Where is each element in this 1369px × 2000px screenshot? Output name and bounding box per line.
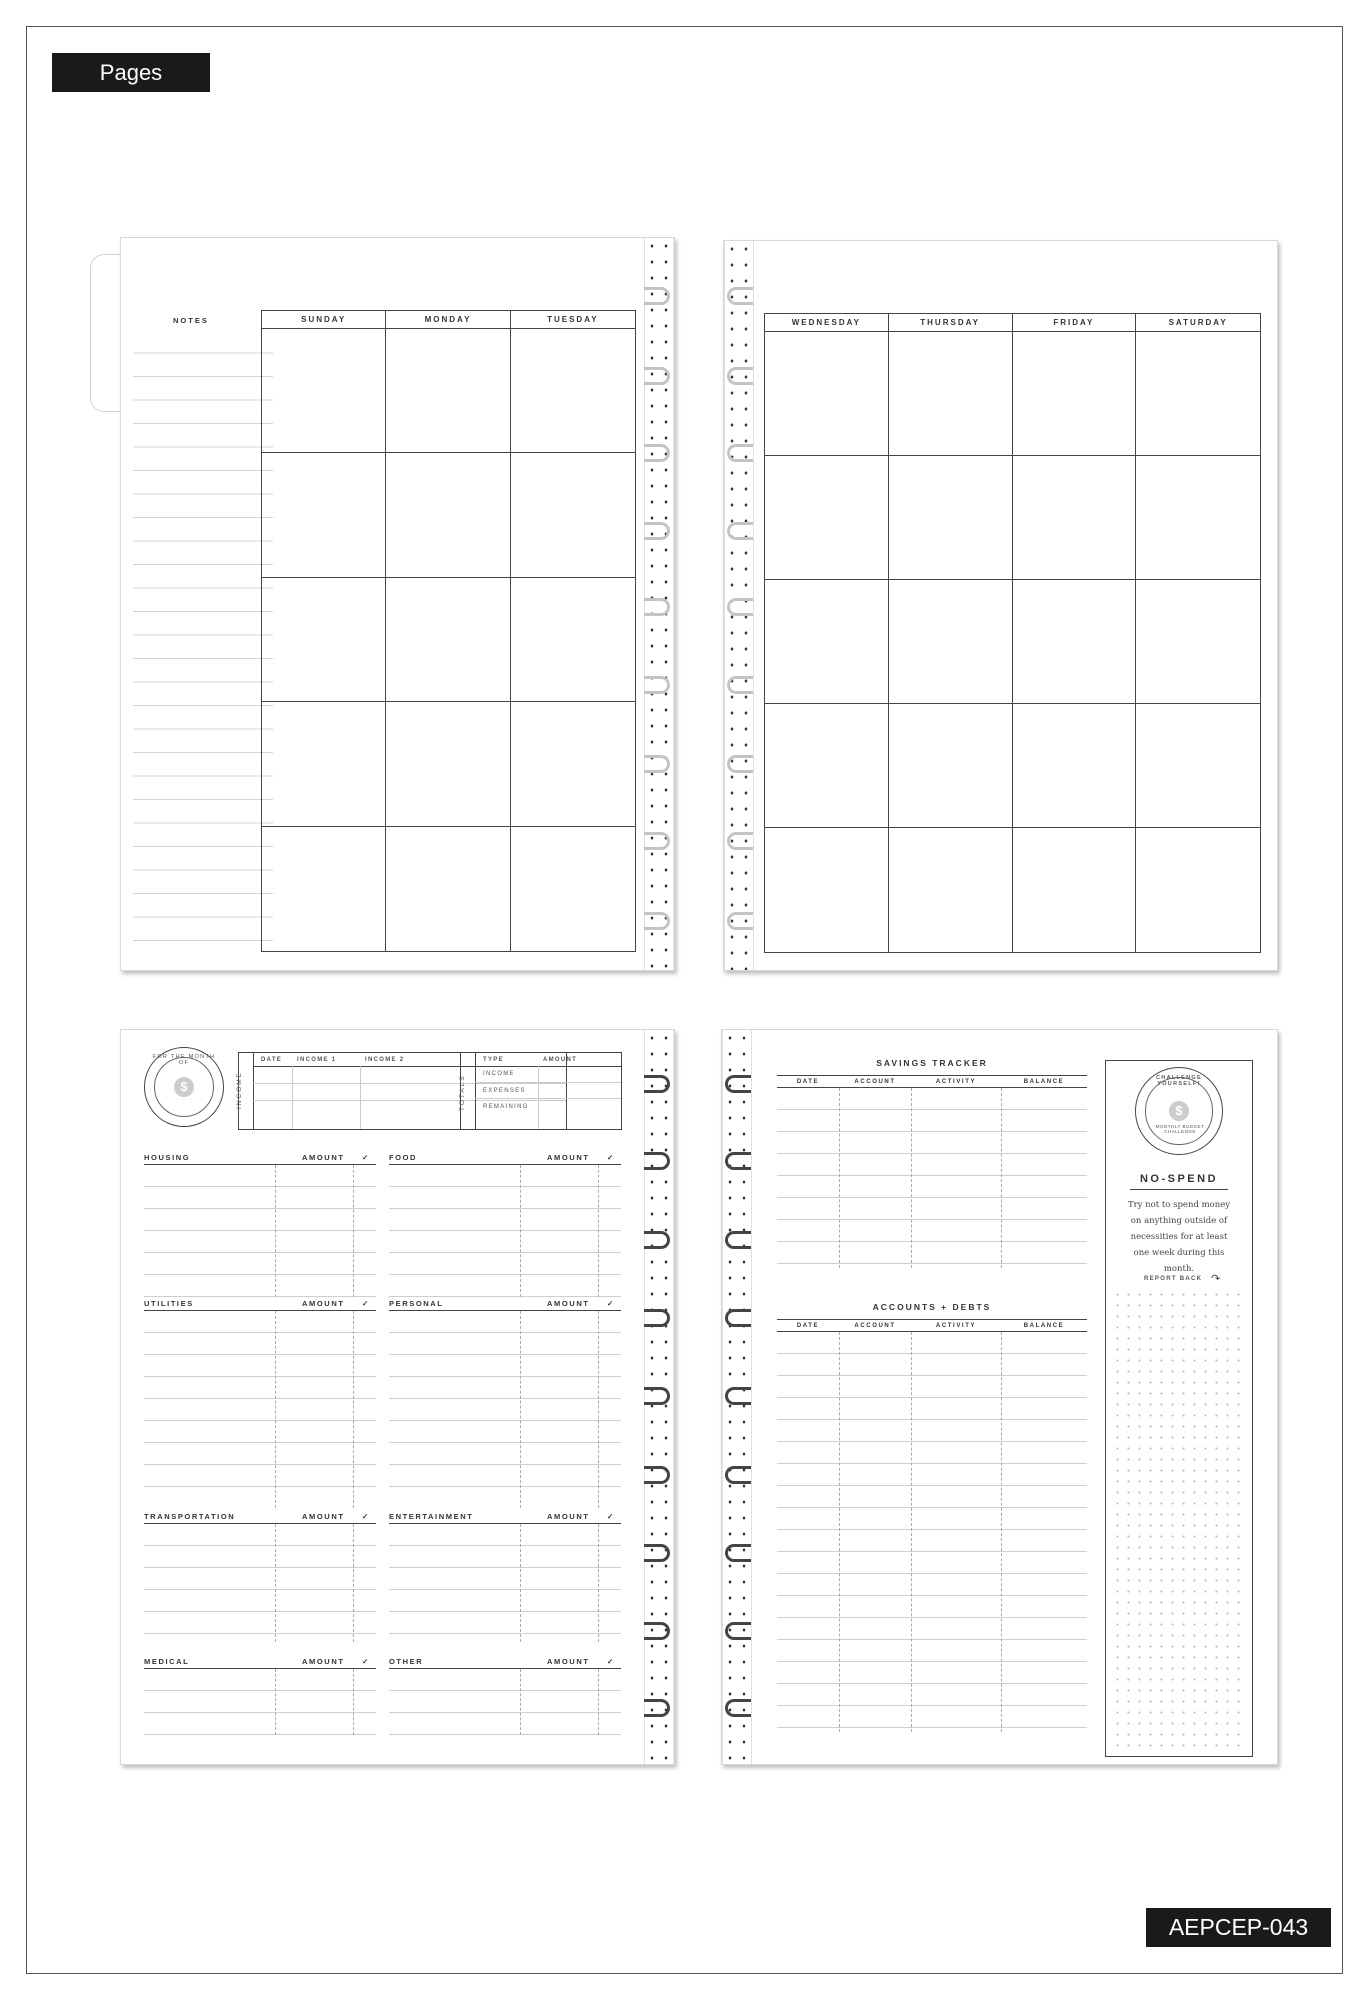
day-header: THURSDAY bbox=[889, 314, 1013, 332]
day-header: WEDNESDAY bbox=[765, 314, 889, 332]
report-back-label: REPORT BACK bbox=[1144, 1276, 1203, 1282]
notes-lines bbox=[133, 330, 273, 952]
challenge-title: NO-SPEND bbox=[1139, 1173, 1219, 1185]
savings-tracker-table: DATE ACCOUNT ACTIVITY BALANCE bbox=[777, 1075, 1087, 1268]
day-header: SATURDAY bbox=[1136, 314, 1260, 332]
totals-box: TOTALS TYPE AMOUNT INCOME EXPENSES REMAINING bbox=[460, 1052, 622, 1130]
income-box: INCOME DATE INCOME 1 INCOME 2 bbox=[238, 1052, 567, 1130]
monthly-right-page bbox=[723, 240, 1278, 971]
sku-label: AEPCEP-043 bbox=[1146, 1908, 1331, 1947]
challenge-sub: MONTHLY BUDGET CHALLENGE bbox=[1155, 1124, 1205, 1135]
expense-section-food: FOOD AMOUNT ✓ bbox=[389, 1151, 621, 1297]
expense-section-other: OTHER AMOUNT ✓ bbox=[389, 1655, 621, 1735]
accounts-debts-table: DATE ACCOUNT ACTIVITY BALANCE bbox=[777, 1319, 1087, 1732]
budget-page bbox=[120, 1029, 675, 1765]
dollar-icon: $ bbox=[1169, 1101, 1189, 1121]
tracker-page bbox=[721, 1029, 1278, 1765]
monthly-left-page bbox=[120, 237, 675, 971]
challenge-box bbox=[1105, 1060, 1253, 1757]
day-header: SUNDAY bbox=[262, 311, 386, 329]
dot-grid bbox=[1112, 1289, 1246, 1749]
expense-section-transportation: TRANSPORTATION AMOUNT ✓ bbox=[144, 1510, 376, 1642]
pages-label: Pages bbox=[52, 53, 210, 92]
expense-section-utilities: UTILITIES AMOUNT ✓ bbox=[144, 1297, 376, 1508]
challenge-badge-text: CHALLENGE YOURSELF! bbox=[1156, 1075, 1202, 1087]
dollar-icon: $ bbox=[174, 1077, 194, 1097]
day-header: TUESDAY bbox=[511, 311, 635, 329]
accounts-debts-title: ACCOUNTS + DEBTS bbox=[872, 1302, 992, 1312]
notes-label: NOTES bbox=[173, 316, 209, 325]
challenge-text: Try not to spend money on anything outside of necessities for at least one week during this month. bbox=[1127, 1200, 1231, 1274]
calendar-grid-right bbox=[764, 313, 1261, 953]
expense-section-housing: HOUSING AMOUNT ✓ bbox=[144, 1151, 376, 1297]
expense-section-personal: PERSONAL AMOUNT ✓ bbox=[389, 1297, 621, 1508]
day-header: MONDAY bbox=[386, 311, 510, 329]
badge-text: FOR THE MONTH OF bbox=[152, 1054, 216, 1066]
day-header: FRIDAY bbox=[1013, 314, 1137, 332]
calendar-grid-left bbox=[261, 310, 636, 952]
income-label: INCOME bbox=[236, 1071, 243, 1109]
totals-label: TOTALS bbox=[459, 1074, 466, 1111]
savings-tracker-title: SAVINGS TRACKER bbox=[876, 1058, 988, 1068]
expense-section-medical: MEDICAL AMOUNT ✓ bbox=[144, 1655, 376, 1735]
page-tab bbox=[90, 254, 124, 412]
report-back-arrow-icon: ↷ bbox=[1211, 1273, 1221, 1285]
expense-section-entertainment: ENTERTAINMENT AMOUNT ✓ bbox=[389, 1510, 621, 1642]
